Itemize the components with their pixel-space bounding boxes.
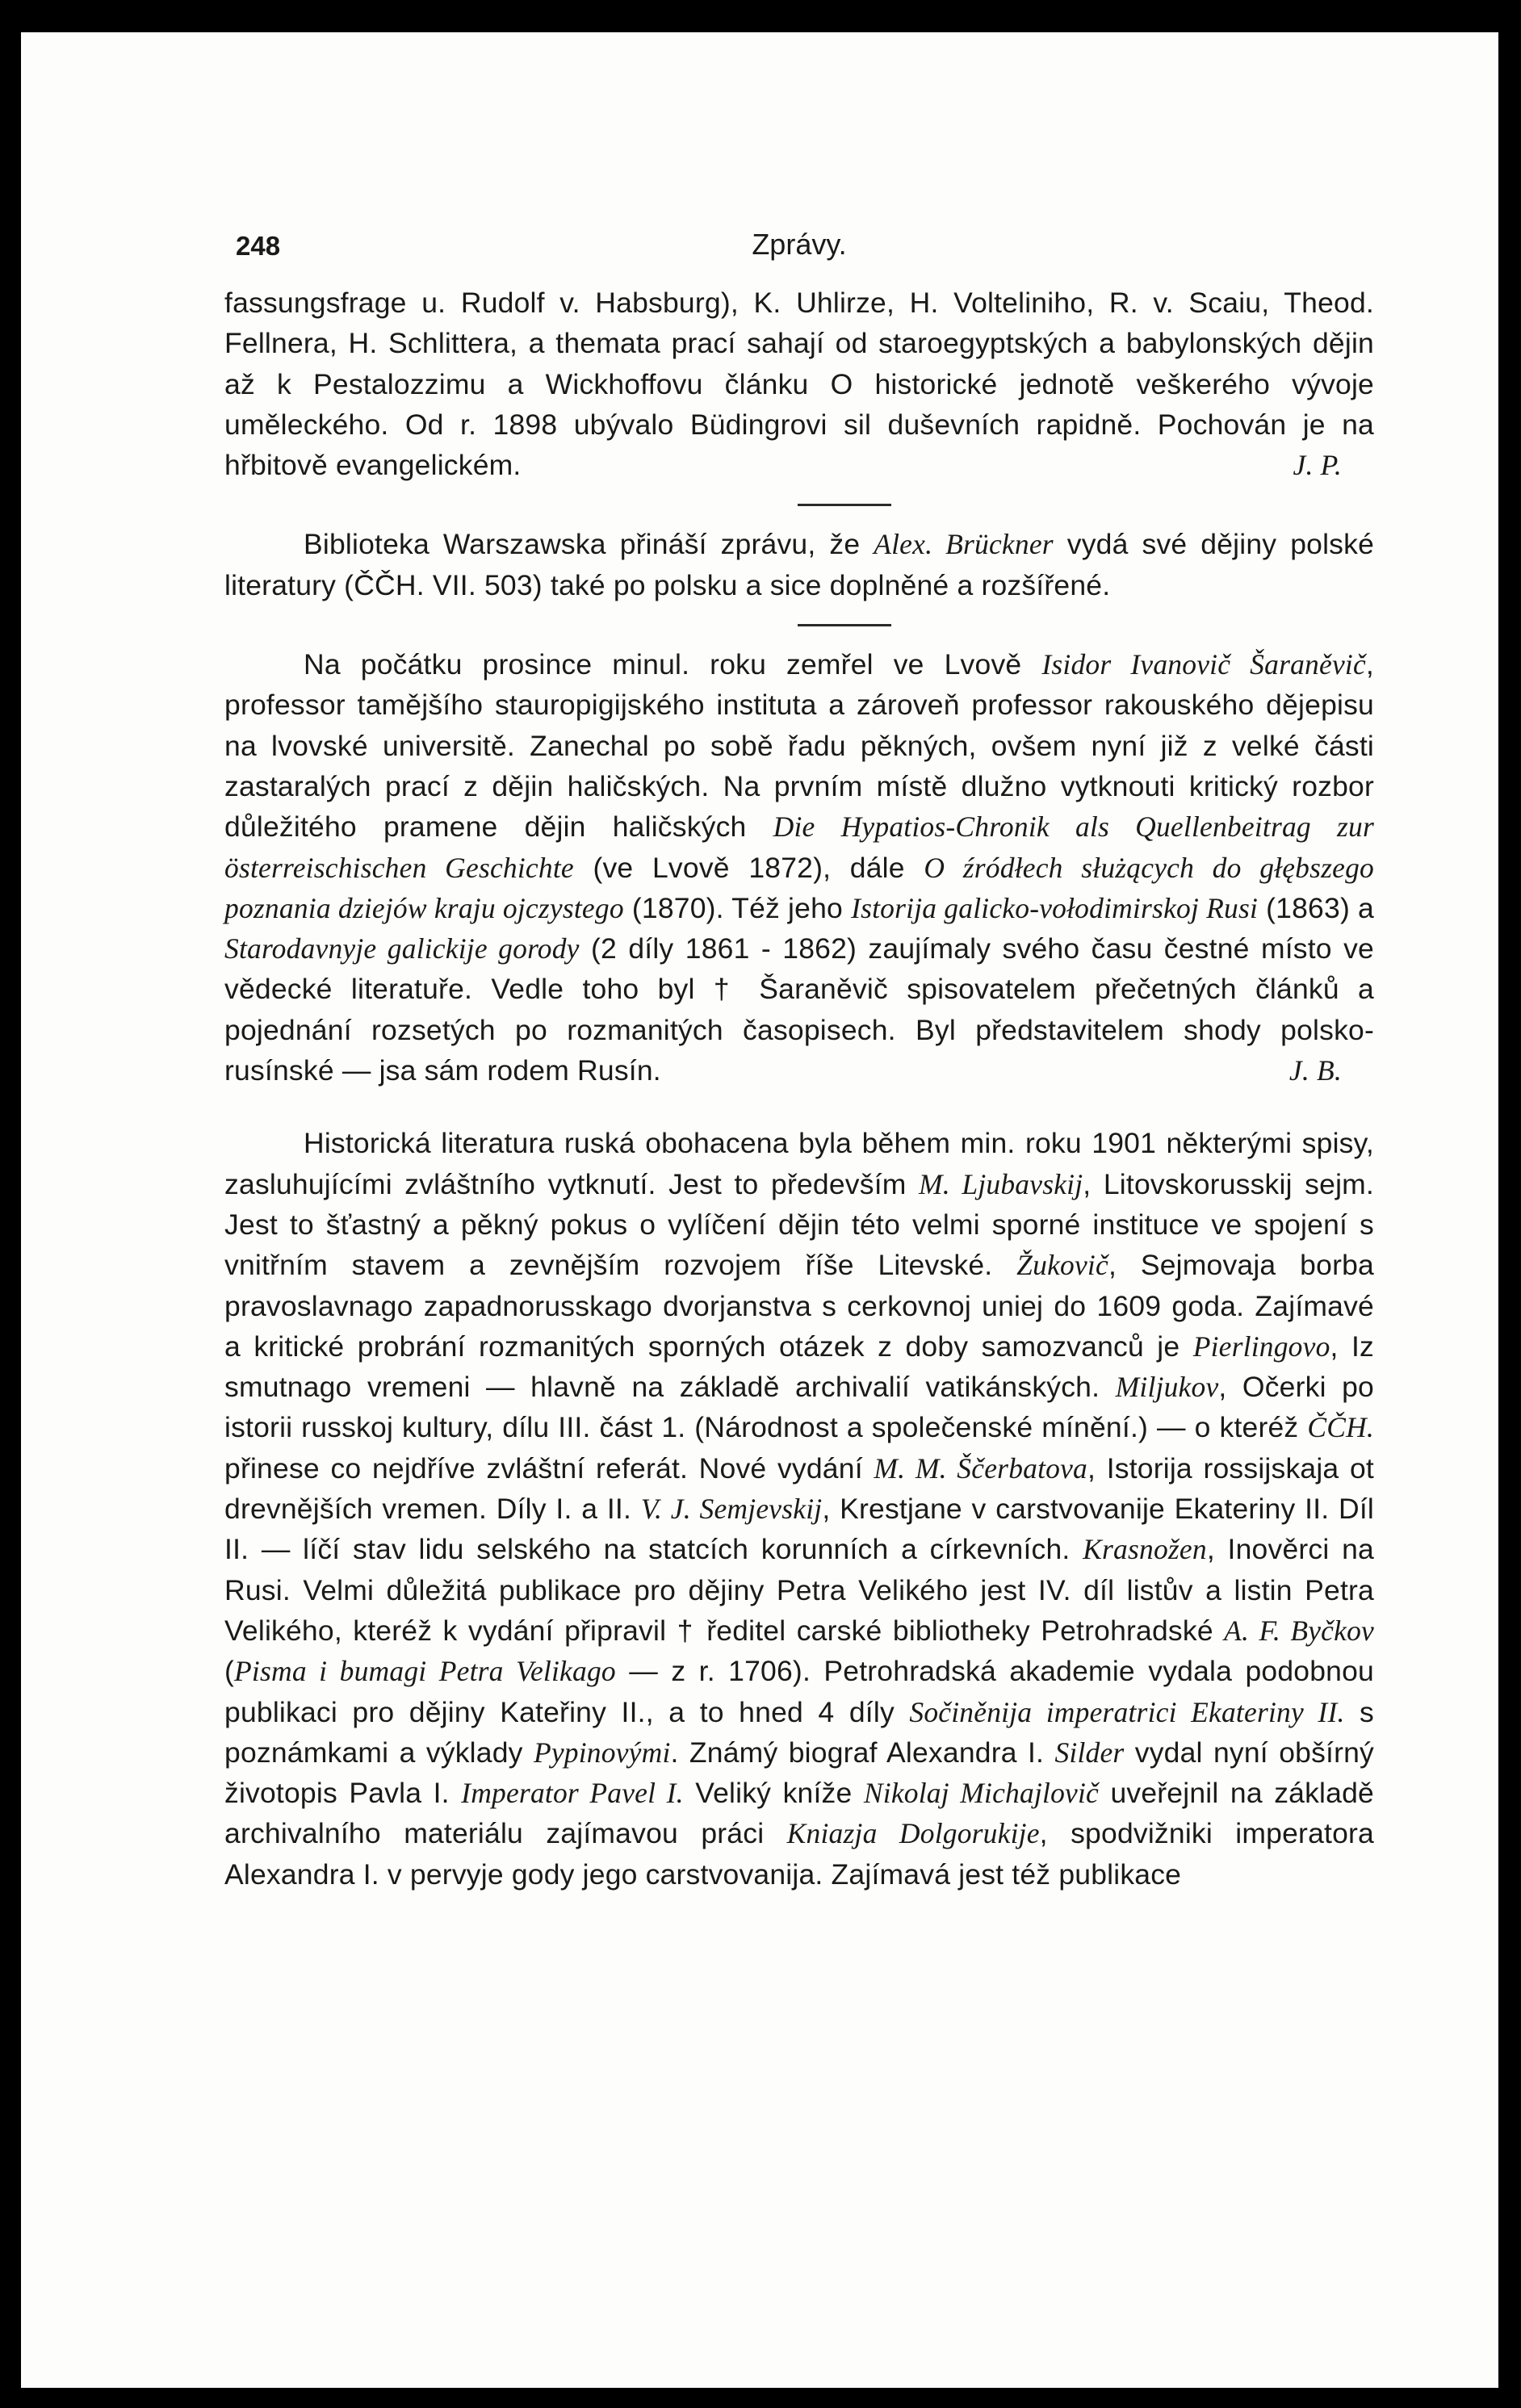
page-sheet xyxy=(21,32,1498,2388)
paragraph-text: Na počátku prosince minul. roku zemřel ve Lvově Isidor Ivanovič Šaraněvič, professor tamějšího stauropigijského instituta a zároveň professor rakouského dějepisu na lvovské universitě. Zanechal po sobě řadu pěkných, ovšem nyní již z velké části zastaralých prací z dějin haličských. Na prvním místě dlužno vytknouti kritický rozbor důležitého pramene dějin haličských Die Hypatios-Chronik als Quellenbeitrag zur österreischischen Geschichte (ve Lvově 1872), dále O źródłech służących do głębszego poznania dziejów kraju ojczystego (1870). Též jeho Istorija galicko-vołodimirskoj Rusi (1863) a Starodavnyje galickije gorody (2 díly 1861 - 1862) zaujímaly svého času čestné místo ve vědecké literatuře. Vedle toho byl † Šaraněvič spisovatelem přečetných článků a pojednání rozsetých po rozmanitých časopisech. Byl představitelem shody polsko-rusínské — jsa sám rodem Rusín. xyxy=(224,648,1374,1087)
paragraph-bruckner xyxy=(224,524,1374,605)
paragraph-obituary-budinger xyxy=(224,283,1374,485)
paragraph-russian-literature xyxy=(224,1123,1374,1895)
paragraph-saranevic xyxy=(224,644,1374,1091)
paragraph-text: Biblioteka Warszawska přináší zprávu, že Alex. Brückner vydá své dějiny polské literatury (ČČH. VII. 503) také po polsku a sice doplněné a rozšířené. xyxy=(224,528,1375,601)
section-divider xyxy=(798,504,891,506)
paragraph-text: Historická literatura ruská obohacena byla během min. roku 1901 některými spisy, zasluhujícími zvláštního vytknutí. Jest to především M. Ljubavskij, Litovskorusskij sejm. Jest to šťastný a pěkný pokus o vylíčení dějin této velmi sporné instituce ve spojení s vnitřním stavem a zevnějším rozvojem říše Litevské. Žukovič, Sejmovaja borba pravoslavnago zapadnorusskago dvorjanstva s cerkovnoj uniej do 1609 goda. Zajímavé a kritické probrání rozmanitých sporných otázek z doby samozvanců je Pierlingovo, Iz smutnago vremeni — hlavně na základě archivalií vatikánských. Miljukov, Očerki po istorii russkoj kultury, dílu III. část 1. (Národnost a společenské mínění.) — o kteréž ČČH. přinese co nejdříve zvláštní referát. Nové vydání M. M. Ščerbatova, Istorija rossijskaja ot drevnějších vremen. Díly I. a II. V. J. Semjevskij, Krestjane v carstvovanije Ekateriny II. Díl II. — líčí stav lidu selského na statcích korunních a církevních. Krasnožen, Inověrci na Rusi. Velmi důležitá publikace pro dějiny Petra Velikého jest IV. díl listův a listin Petra Velikého, kteréž k vydání připravil † ředitel carské bibliotheky Petrohradské A. F. Byčkov (Pisma i bumagi Petra Velikago — z r. 1706). Petrohradská akademie vydala podobnou publikaci pro dějiny Kateřiny II., a to hned 4 díly Sočiněnija imperatrici Ekateriny II. s poznámkami a výklady Pypinovými. Známý biograf Alexandra I. Silder vydal nyní obšírný životopis Pavla I. Imperator Pavel I. Veliký kníže Nikolaj Michajlovič uveřejnil na základě archivalního materiálu zajímavou práci Kniazja Dolgorukije, spodvižniki imperatora Alexandra I. v pervyje gody jego carstvovanija. Zajímavá jest též publikace xyxy=(224,1127,1375,1891)
signature: J. B. xyxy=(1288,1054,1342,1087)
signature: J. P. xyxy=(1293,449,1342,482)
paragraph-gap xyxy=(224,1091,1374,1123)
running-head xyxy=(224,216,1374,273)
page-content xyxy=(224,216,1374,1895)
paragraph-text: fassungsfrage u. Rudolf v. Habsburg), K. Uhlirze, H. Volteliniho, R. v. Scaiu, Theod. Fellnera, H. Schlittera, a themata prací sahají od staroegyptských a babylonských dějin až k Pestalozzimu a Wickhoffovu článku O historické jednotě veškerého vývoje uměleckého. Od r. 1898 ubývalo Büdingrovi sil duševních rapidně. Pochován je na hřbitově evangelickém. xyxy=(224,287,1374,482)
section-divider xyxy=(798,624,891,626)
page-number: 248 xyxy=(236,231,281,261)
section-title: Zprávy. xyxy=(752,228,847,261)
